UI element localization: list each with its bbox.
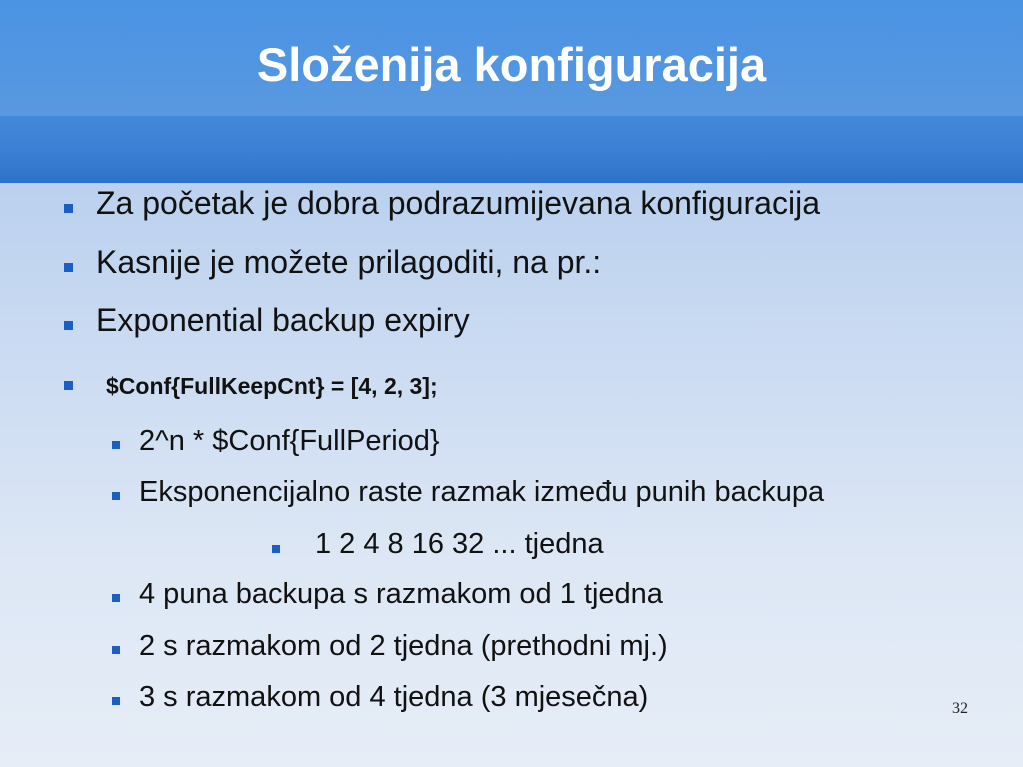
sub-bullet-marker — [112, 594, 120, 602]
bullet-marker — [64, 321, 73, 330]
slide-title: Složenija konfiguracija — [256, 38, 767, 91]
sub-bullet-text: 3 s razmakom od 4 tjedna (3 mjesečna) — [139, 681, 649, 713]
bullet-text: Kasnije je možete prilagoditi, na pr.: — [96, 244, 602, 280]
sub-bullet-marker — [112, 492, 120, 500]
bullet-text: Za početak je dobra podrazumijevana konfiguracija — [96, 185, 820, 221]
bullet-marker — [64, 381, 73, 390]
bullet-marker — [64, 263, 73, 272]
sub-bullet-marker — [112, 697, 120, 705]
code-bullet-text: $Conf{FullKeepCnt} = [4, 2, 3]; — [106, 373, 438, 399]
bullet-marker — [64, 204, 73, 213]
title-band — [0, 116, 1023, 183]
sub-bullet-marker — [112, 646, 120, 654]
sub-sub-bullet-marker — [272, 545, 280, 553]
sub-bullet-text: 4 puna backupa s razmakom od 1 tjedna — [139, 578, 663, 610]
sub-bullet-text: Eksponencijalno raste razmak između punih backupa — [139, 476, 825, 508]
sub-bullet-marker — [112, 441, 120, 449]
sub-bullet-text: 2^n * $Conf{FullPeriod} — [139, 425, 440, 457]
bullet-text: Exponential backup expiry — [96, 302, 470, 338]
sub-bullet-text: 2 s razmakom od 2 tjedna (prethodni mj.) — [139, 630, 668, 662]
page-number: 32 — [952, 700, 968, 717]
sub-sub-bullet-text: 1 2 4 8 16 32 ... tjedna — [315, 528, 604, 560]
